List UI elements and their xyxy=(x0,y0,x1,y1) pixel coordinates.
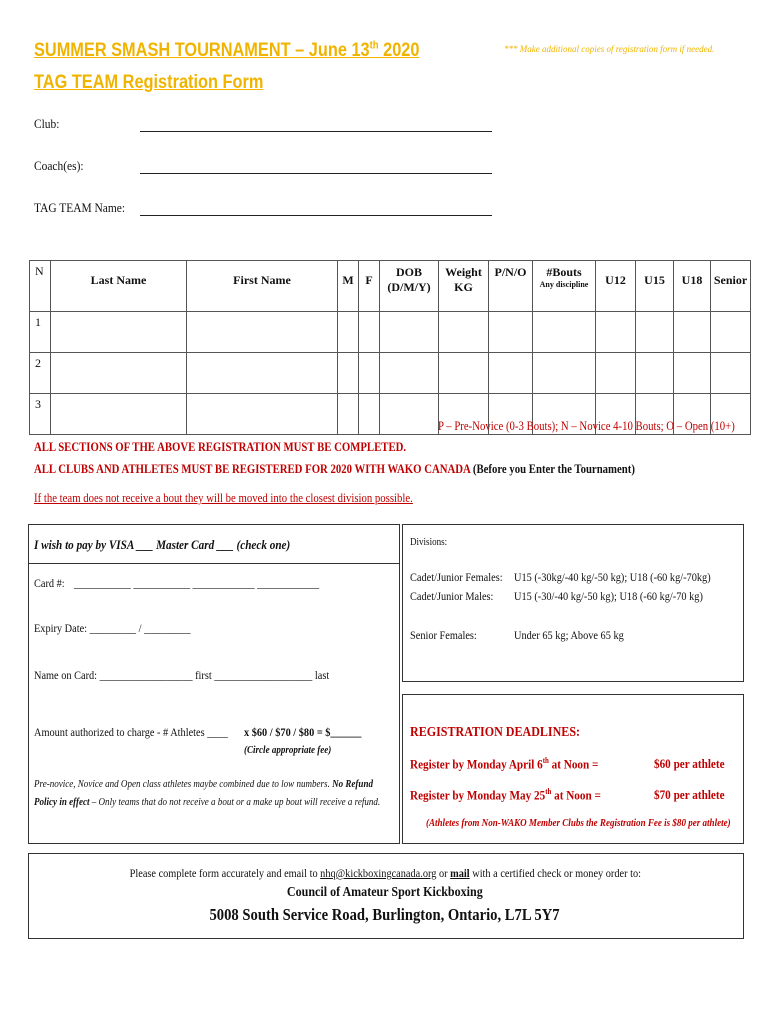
email-link[interactable]: nhq@kickboxingcanada.org xyxy=(319,866,437,880)
last-name-cell[interactable] xyxy=(51,312,187,353)
u12-cell[interactable] xyxy=(596,353,636,394)
weight-cell[interactable] xyxy=(439,353,489,394)
dob-cell[interactable] xyxy=(380,312,439,353)
bouts-cell[interactable] xyxy=(533,353,596,394)
first-name-cell[interactable] xyxy=(187,312,338,353)
card-number-field[interactable]: ___________ ___________ ____________ ____________ xyxy=(74,576,320,590)
col-f: F xyxy=(359,261,380,312)
f-cell[interactable] xyxy=(359,353,380,394)
f-cell[interactable] xyxy=(359,394,380,435)
division-label: Cadet/Junior Males: xyxy=(410,589,494,603)
price-april: $60 per athlete xyxy=(654,756,725,771)
col-last-name: Last Name xyxy=(51,261,187,312)
team-name-label: TAG TEAM Name: xyxy=(34,200,126,215)
expiry-field[interactable]: Expiry Date: _________ / _________ xyxy=(34,621,191,635)
u18-cell[interactable] xyxy=(674,353,711,394)
policy-line-2: Policy in effect – Only teams that do not receive a bout or a make up bout will receive a refund. xyxy=(34,797,381,808)
club-field[interactable] xyxy=(140,131,492,132)
f-cell[interactable] xyxy=(359,312,380,353)
club-label: Club: xyxy=(34,116,60,131)
division-label: Senior Females: xyxy=(410,628,477,642)
form-subtitle: TAG TEAM Registration Form xyxy=(34,72,264,94)
u18-cell[interactable] xyxy=(674,312,711,353)
division-value: U15 (-30kg/-40 kg/-50 kg); U18 (-60 kg/-70kg) xyxy=(514,570,711,584)
col-m: M xyxy=(338,261,359,312)
col-u15: U15 xyxy=(636,261,674,312)
org-address: 5008 South Service Road, Burlington, Ontario, L7L 5Y7 xyxy=(209,905,561,924)
payment-method[interactable]: I wish to pay by VISA ___ Master Card ___ (check one) xyxy=(34,537,291,552)
m-cell[interactable] xyxy=(338,394,359,435)
m-cell[interactable] xyxy=(338,312,359,353)
policy-line-1: Pre-novice, Novice and Open class athletes maybe combined due to low numbers. No Refund xyxy=(34,779,373,790)
team-name-field[interactable] xyxy=(140,215,492,216)
copies-note: *** Make additional copies of registration form if needed. xyxy=(504,44,715,54)
dob-cell[interactable] xyxy=(380,394,439,435)
non-wako-fee-note: (Athletes from Non-WAKO Member Clubs the Registration Fee is $80 per athlete) xyxy=(426,818,731,829)
col-bouts: #Bouts Any discipline xyxy=(533,261,596,312)
senior-cell[interactable] xyxy=(711,312,751,353)
pno-cell[interactable] xyxy=(489,312,533,353)
col-u12: U12 xyxy=(596,261,636,312)
circle-fee-note: (Circle appropriate fee) xyxy=(244,745,332,756)
u12-cell[interactable] xyxy=(596,312,636,353)
col-u18: U18 xyxy=(674,261,711,312)
row-number: 1 xyxy=(30,312,51,353)
bouts-cell[interactable] xyxy=(533,312,596,353)
registration-table xyxy=(29,260,751,435)
weight-cell[interactable] xyxy=(439,312,489,353)
table-row xyxy=(30,353,751,394)
org-name: Council of Amateur Sport Kickboxing xyxy=(287,885,483,900)
price-may: $70 per athlete xyxy=(654,787,725,802)
first-name-cell[interactable] xyxy=(187,353,338,394)
coach-field[interactable] xyxy=(140,173,492,174)
col-weight: Weight KG xyxy=(439,261,489,312)
dob-cell[interactable] xyxy=(380,353,439,394)
card-number-label: Card #: xyxy=(34,576,65,590)
pno-cell[interactable] xyxy=(489,353,533,394)
col-dob: DOB (D/M/Y) xyxy=(380,261,439,312)
col-n: N xyxy=(30,261,51,312)
division-value: U15 (-30/-40 kg/-50 kg); U18 (-60 kg/-70 kg) xyxy=(514,589,703,603)
division-label: Cadet/Junior Females: xyxy=(410,570,503,584)
col-pno: P/N/O xyxy=(489,261,533,312)
form-title: SUMMER SMASH TOURNAMENT – June 13th 2020 TAG TEAM Registration Form xyxy=(34,40,420,94)
amount-label[interactable]: Amount authorized to charge - # Athletes ____ xyxy=(34,725,228,739)
u15-cell[interactable] xyxy=(636,353,674,394)
team-bout-note: If the team does not receive a bout they will be moved into the closest division possible. xyxy=(34,491,413,505)
m-cell[interactable] xyxy=(338,353,359,394)
row-number: 2 xyxy=(30,353,51,394)
footer-instructions: Please complete form accurately and email to nhq@kickboxingcanada.org or mail with a certified check or money order to: xyxy=(129,866,641,880)
bout-legend: P – Pre-Novice (0-3 Bouts); N – Novice 4-10 Bouts; O – Open (10+) xyxy=(438,419,735,433)
senior-cell[interactable] xyxy=(711,353,751,394)
completion-warning: ALL SECTIONS OF THE ABOVE REGISTRATION MUST BE COMPLETED. xyxy=(34,440,407,454)
u15-cell[interactable] xyxy=(636,312,674,353)
deadlines-title: REGISTRATION DEADLINES: xyxy=(410,725,581,740)
row-number: 3 xyxy=(30,394,51,435)
wako-warning: ALL CLUBS AND ATHLETES MUST BE REGISTERED FOR 2020 WITH WAKO CANADA (Before you Enter the Tournament) xyxy=(34,462,635,476)
payment-box xyxy=(28,524,400,844)
last-name-cell[interactable] xyxy=(51,394,187,435)
amount-calc[interactable]: x $60 / $70 / $80 = $______ xyxy=(244,725,362,739)
division-value: Under 65 kg; Above 65 kg xyxy=(514,628,624,642)
divisions-title: Divisions: xyxy=(410,537,448,548)
coach-label: Coach(es): xyxy=(34,158,84,173)
col-senior: Senior xyxy=(711,261,751,312)
table-header-row xyxy=(30,261,751,312)
name-on-card-field[interactable]: Name on Card: __________________ first ___________________ last xyxy=(34,668,330,682)
deadline-april: Register by Monday April 6th at Noon = xyxy=(410,756,599,772)
table-row xyxy=(30,312,751,353)
first-name-cell[interactable] xyxy=(187,394,338,435)
last-name-cell[interactable] xyxy=(51,353,187,394)
deadline-may: Register by Monday May 25th at Noon = xyxy=(410,787,601,803)
col-first-name: First Name xyxy=(187,261,338,312)
